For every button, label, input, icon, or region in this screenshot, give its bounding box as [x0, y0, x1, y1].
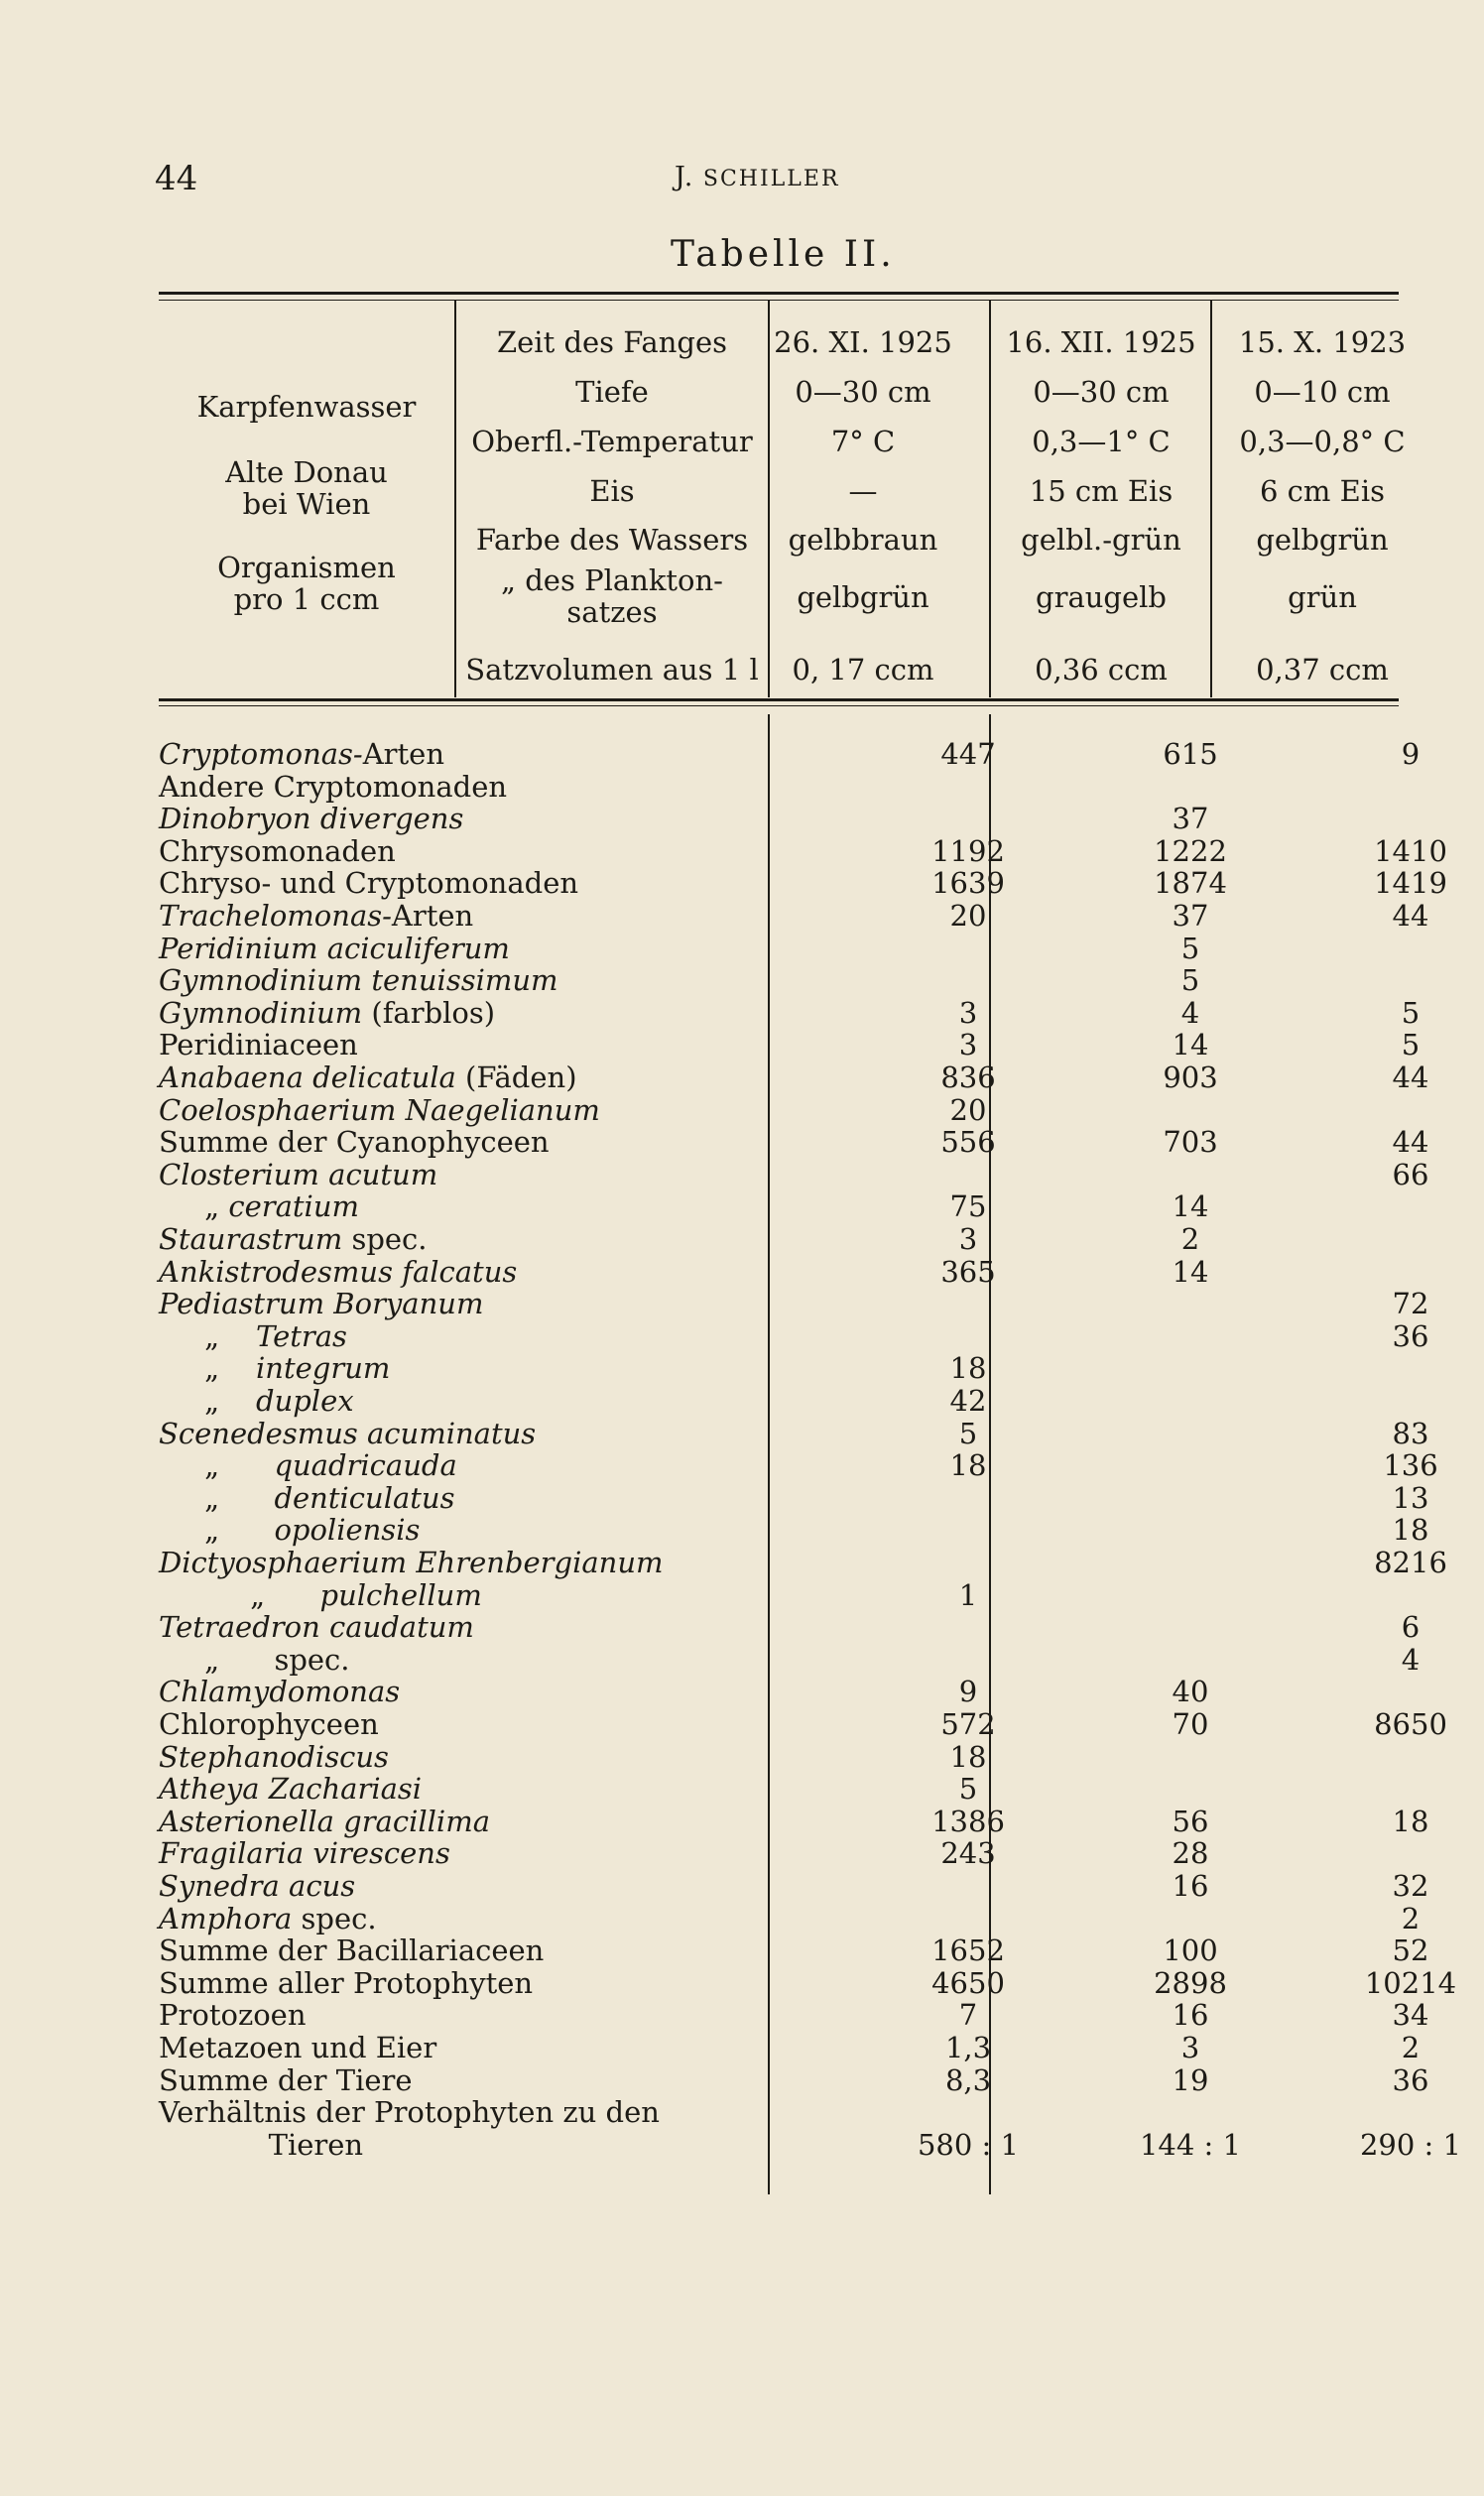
taxon-roman: Peridiniaceen	[159, 1028, 358, 1061]
ditto-mark: „	[159, 1513, 275, 1547]
count-cell: 18	[1392, 1513, 1429, 1547]
table-row	[159, 834, 1447, 868]
table-row	[159, 1676, 1399, 1707]
organism-name	[159, 900, 473, 932]
taxon-italic: duplex	[256, 1384, 354, 1418]
taxon-italic: Cryptomonas-	[159, 737, 363, 771]
organism-name	[159, 1870, 355, 1902]
header-param-value: 7° C	[830, 425, 896, 458]
table-row	[159, 1837, 1399, 1869]
taxon-italic: Scenedesmus acuminatus	[159, 1417, 537, 1450]
header-param-value: gelbgrün	[797, 580, 929, 614]
count-cell: 32	[1392, 1869, 1429, 1903]
header-param-value: 0—30 cm	[1033, 375, 1170, 409]
count-cell: 1,3	[944, 2031, 992, 2064]
count-cell: 10214	[1364, 1966, 1457, 2000]
header-param-value: 15. X. 1923	[1238, 325, 1407, 359]
count-cell: 3	[958, 996, 978, 1030]
organism-name	[159, 1126, 550, 1158]
taxon-italic: opoliensis	[274, 1513, 421, 1547]
header-param-label-line: „ des Plankton-	[501, 563, 723, 597]
count-cell: 8650	[1374, 1707, 1447, 1741]
organism-name	[159, 1999, 307, 2031]
header-divider	[1210, 301, 1212, 697]
table-row	[159, 899, 1429, 933]
count-cell: 5	[1180, 932, 1200, 965]
organism-name	[159, 933, 510, 964]
header-param-label: Eis	[589, 474, 635, 508]
taxon-roman: Summe der Bacillariaceen	[159, 1934, 545, 1967]
header-param-value: 0,37 ccm	[1256, 653, 1389, 686]
count-cell: 34	[1392, 1998, 1429, 2032]
taxon-roman: Metazoen und Eier	[159, 2031, 437, 2064]
author-initial: J.	[675, 162, 694, 192]
count-cell: 16	[1172, 1998, 1209, 2032]
count-cell: 37	[1172, 899, 1209, 933]
table-row	[159, 1773, 1399, 1805]
header-param-value: gelbl.-grün	[1021, 523, 1181, 557]
taxon-italic: Dictyosphaerium Ehrenbergianum	[159, 1546, 664, 1579]
organism-name	[159, 1934, 544, 1966]
organism-name	[159, 2032, 436, 2063]
taxon-italic: Gymnodinium tenuissimum	[159, 963, 558, 997]
ditto-mark: „	[159, 1448, 275, 1482]
count-cell: 36	[1392, 2063, 1429, 2097]
count-cell: 836	[940, 1061, 996, 1094]
ditto-mark: „	[159, 1481, 275, 1515]
organism-name	[159, 1903, 377, 1934]
count-cell: 2	[1180, 1222, 1200, 1256]
count-cell: 1	[958, 1578, 978, 1612]
organism-name	[159, 803, 463, 834]
taxon-italic: Fragilaria virescens	[159, 1836, 450, 1870]
count-cell: 572	[940, 1707, 996, 1741]
count-cell: 20	[949, 1093, 987, 1127]
count-cell: 1419	[1374, 866, 1447, 900]
table-row	[159, 1934, 1429, 1967]
count-cell: 9	[1401, 737, 1421, 771]
header-param-label: Oberfl.-Temperatur	[471, 425, 753, 458]
organism-name	[159, 1418, 536, 1449]
count-cell: 5	[958, 1417, 978, 1450]
count-cell: 56	[1172, 1805, 1209, 1838]
count-cell: 136	[1383, 1448, 1438, 1482]
count-cell: 70	[1172, 1707, 1209, 1741]
table-row	[159, 1643, 1421, 1677]
table-row	[159, 737, 1421, 771]
organism-name	[159, 1611, 474, 1643]
table-row	[159, 1998, 1429, 2032]
taxon-roman: Tieren	[268, 2128, 364, 2162]
count-cell: 18	[1392, 1805, 1429, 1838]
count-cell: 5	[1180, 963, 1200, 997]
organism-name	[159, 964, 558, 996]
count-cell: 18	[949, 1740, 987, 1774]
count-cell: 44	[1392, 899, 1429, 933]
count-cell: 52	[1392, 1934, 1429, 1967]
organism-name	[159, 1708, 379, 1740]
organism-name	[159, 1967, 533, 1999]
table-row	[159, 2031, 1421, 2064]
count-cell: 1192	[931, 834, 1005, 868]
header-param-label: Farbe des Wassers	[475, 523, 749, 557]
top-rule-thick	[159, 292, 1399, 295]
table-row	[159, 1869, 1429, 1903]
count-cell: 19	[1172, 2063, 1209, 2097]
count-cell: 5	[958, 1772, 978, 1806]
taxon-roman: Arten	[391, 899, 474, 933]
organism-name	[159, 1094, 600, 1126]
count-cell: 290 : 1	[1359, 2128, 1461, 2162]
header-bottom-rule-thin	[159, 705, 1399, 706]
table-row	[159, 2063, 1429, 2097]
count-cell: 20	[949, 899, 987, 933]
header-param-value: gelbbraun	[788, 523, 938, 557]
table-row	[159, 964, 1399, 996]
count-cell: 144 : 1	[1139, 2128, 1241, 2162]
count-cell: 9	[958, 1675, 978, 1708]
top-rule-thin	[159, 300, 1399, 301]
taxon-italic: Anabaena delicatula	[159, 1061, 466, 1094]
taxon-roman: spec.	[274, 1643, 350, 1677]
table-row	[159, 1966, 1457, 2000]
count-cell: 6	[1401, 1610, 1421, 1644]
count-cell: 14	[1172, 1255, 1209, 1289]
table-row	[159, 1741, 1399, 1773]
header-param-value: 6 cm Eis	[1260, 474, 1385, 508]
count-cell: 5	[1401, 1028, 1421, 1061]
taxon-roman: Summe der Tiere	[159, 2063, 413, 2097]
count-cell: 14	[1172, 1028, 1209, 1061]
table-row	[159, 1223, 1399, 1255]
count-cell: 37	[1172, 802, 1209, 835]
taxon-roman: Summe der Cyanophyceen	[159, 1125, 550, 1159]
header-param-value: 0, 17 ccm	[792, 653, 934, 686]
taxon-roman: Chryso- und Cryptomonaden	[159, 866, 579, 900]
count-cell: 8216	[1374, 1546, 1447, 1579]
header-param-value: grün	[1288, 580, 1357, 614]
organism-name	[159, 1288, 483, 1319]
table-row	[159, 1158, 1429, 1191]
count-cell: 28	[1172, 1836, 1209, 1870]
organism-name	[159, 2096, 660, 2128]
taxon-italic: Gymnodinium	[159, 996, 372, 1030]
organism-name	[159, 1320, 347, 1352]
taxon-italic: denticulatus	[274, 1481, 455, 1515]
taxon-italic: Synedra acus	[159, 1869, 356, 1903]
count-cell: 2	[1401, 2031, 1421, 2064]
table-row	[159, 1061, 1429, 1094]
organism-name	[159, 1806, 490, 1837]
table-row	[159, 1287, 1429, 1320]
header-param-value: 0,36 ccm	[1035, 653, 1168, 686]
header-param-value: 0,3—0,8° C	[1239, 425, 1406, 458]
organisms-label-2: pro 1 ccm	[233, 582, 380, 616]
taxon-italic: Tetraedron caudatum	[159, 1610, 474, 1644]
header-param-label: Zeit des Fanges	[496, 325, 727, 359]
ditto-mark: „	[159, 1643, 275, 1677]
header-param-label	[456, 564, 768, 628]
organism-name	[159, 1644, 350, 1676]
running-head	[675, 162, 840, 192]
count-cell: 365	[940, 1255, 996, 1289]
taxon-italic: Stephanodiscus	[159, 1740, 389, 1774]
header-param-label: Tiefe	[575, 375, 649, 409]
table-row	[159, 866, 1447, 900]
taxon-roman: Summe aller Protophyten	[159, 1966, 534, 2000]
table-row	[159, 1513, 1429, 1547]
count-cell: 1386	[931, 1805, 1005, 1838]
taxon-italic: ceratium	[228, 1189, 360, 1223]
page-number: 44	[155, 159, 198, 198]
taxon-italic: Peridinium aciculiferum	[159, 932, 510, 965]
taxon-italic: Staurastrum	[159, 1222, 352, 1256]
organism-name	[159, 1029, 358, 1061]
count-cell: 4650	[931, 1966, 1005, 2000]
location-label-2: bei Wien	[242, 487, 371, 521]
organism-name	[159, 1159, 437, 1190]
organism-name	[159, 1061, 577, 1093]
taxon-italic: quadricauda	[274, 1448, 457, 1482]
taxon-italic: pulchellum	[319, 1578, 482, 1612]
table-row	[159, 1546, 1447, 1579]
count-cell: 100	[1163, 1934, 1218, 1967]
organism-name	[159, 835, 396, 867]
count-cell: 2	[1401, 1902, 1421, 1935]
taxon-roman: Chlorophyceen	[159, 1707, 379, 1741]
organism-name	[159, 2129, 363, 2161]
taxon-italic: Trachelomonas-	[159, 899, 392, 933]
count-cell: 903	[1163, 1061, 1218, 1094]
header-param-value: 15 cm Eis	[1029, 474, 1174, 508]
taxon-italic: Asterionella gracillima	[159, 1805, 490, 1838]
organism-name	[159, 1190, 359, 1222]
organisms-label-1: Organismen	[217, 551, 396, 584]
header-bottom-rule	[159, 698, 1399, 701]
taxon-italic: Closterium acutum	[159, 1158, 438, 1191]
count-cell: 3	[958, 1222, 978, 1256]
ditto-mark: „	[159, 1319, 256, 1353]
table-row	[159, 933, 1399, 964]
organism-name	[159, 1579, 482, 1611]
table-row	[159, 1125, 1429, 1159]
ditto-mark: „	[159, 1578, 320, 1612]
organism-name	[159, 1514, 420, 1546]
header-param-value: 0—10 cm	[1254, 375, 1391, 409]
header-divider	[989, 301, 991, 697]
taxon-roman: Andere Cryptomonaden	[159, 770, 508, 804]
organism-name	[159, 1741, 389, 1773]
organism-name	[159, 1385, 354, 1417]
organism-name	[159, 1352, 390, 1384]
count-cell: 1639	[931, 866, 1005, 900]
count-cell: 447	[940, 737, 996, 771]
count-cell: 36	[1392, 1319, 1429, 1353]
taxon-italic: Chlamydomonas	[159, 1675, 401, 1708]
table-row	[159, 1579, 1399, 1611]
table-row	[159, 1385, 1399, 1417]
taxon-italic: Amphora	[159, 1902, 302, 1935]
taxon-roman: spec.	[351, 1222, 428, 1256]
count-cell: 3	[1180, 2031, 1200, 2064]
count-cell: 83	[1392, 1417, 1429, 1450]
taxon-roman: spec.	[301, 1902, 377, 1935]
taxon-roman: Protozoen	[159, 1998, 307, 2032]
table-row	[159, 1319, 1429, 1353]
taxon-roman: Arten	[362, 737, 445, 771]
table-row	[159, 803, 1399, 834]
location-label-1: Alte Donau	[225, 455, 388, 489]
table-row	[159, 1610, 1421, 1644]
taxon-italic: integrum	[256, 1351, 391, 1385]
table-row	[159, 771, 1399, 803]
table-title: Tabelle II.	[671, 234, 896, 275]
table-row	[159, 2128, 1461, 2162]
taxon-italic: Dinobryon divergens	[159, 802, 464, 835]
count-cell: 1222	[1154, 834, 1227, 868]
table-row	[159, 1707, 1447, 1741]
water-label: Karpfenwasser	[196, 390, 417, 424]
header-param-label: Satzvolumen aus 1 l	[465, 653, 759, 686]
table-row	[159, 1028, 1421, 1061]
organism-name	[159, 1676, 400, 1707]
organism-name	[159, 1773, 422, 1805]
organism-name	[159, 1547, 664, 1578]
taxon-italic: Tetras	[256, 1319, 347, 1353]
header-param-value: 16. XII. 1925	[1006, 325, 1196, 359]
taxon-italic: Ankistrodesmus falcatus	[159, 1255, 518, 1289]
table-row	[159, 996, 1421, 1030]
taxon-italic: Pediastrum Boryanum	[159, 1287, 484, 1320]
count-cell: 75	[949, 1189, 987, 1223]
organism-name	[159, 997, 495, 1029]
organism-name	[159, 867, 578, 899]
count-cell: 1410	[1374, 834, 1447, 868]
count-cell: 44	[1392, 1125, 1429, 1159]
count-cell: 8,3	[944, 2063, 992, 2097]
header-param-value: 0,3—1° C	[1032, 425, 1171, 458]
taxon-roman: Chrysomonaden	[159, 834, 396, 868]
organism-name	[159, 1482, 454, 1514]
table-row	[159, 1094, 1399, 1126]
count-cell: 66	[1392, 1158, 1429, 1191]
table-row	[159, 1805, 1429, 1838]
count-cell: 2898	[1154, 1966, 1227, 2000]
count-cell: 615	[1163, 737, 1218, 771]
count-cell: 3	[958, 1028, 978, 1061]
table-row	[159, 1417, 1429, 1450]
count-cell: 7	[958, 1998, 978, 2032]
table-row	[159, 1481, 1429, 1515]
taxon-italic: Atheya Zachariasi	[159, 1772, 423, 1806]
header-param-value: gelbgrün	[1256, 523, 1389, 557]
table-row	[159, 1352, 1399, 1384]
table-row	[159, 1448, 1438, 1482]
table-row	[159, 1256, 1399, 1288]
organism-name	[159, 1837, 450, 1869]
organism-name	[159, 1256, 517, 1288]
count-cell: 72	[1392, 1287, 1429, 1320]
count-cell: 4	[1180, 996, 1200, 1030]
header-param-label-line: satzes	[566, 595, 658, 629]
taxon-roman: Verhältnis der Protophyten zu den	[159, 2095, 660, 2129]
ditto-mark	[159, 2128, 269, 2162]
taxon-roman: (Fäden)	[465, 1061, 577, 1094]
count-cell: 42	[949, 1384, 987, 1418]
count-cell: 243	[940, 1836, 996, 1870]
count-cell: 1874	[1154, 866, 1227, 900]
count-cell: 44	[1392, 1061, 1429, 1094]
organism-name	[159, 771, 507, 803]
taxon-roman: (farblos)	[371, 996, 496, 1030]
header-param-value: —	[848, 474, 878, 508]
author-surname: SCHILLER	[702, 167, 840, 191]
count-cell: 580 : 1	[917, 2128, 1019, 2162]
table-row	[159, 1190, 1399, 1222]
header-param-value: 26. XI. 1925	[774, 325, 952, 359]
count-cell: 703	[1163, 1125, 1218, 1159]
count-cell: 18	[949, 1351, 987, 1385]
count-cell: 556	[940, 1125, 996, 1159]
ditto-mark: „	[159, 1189, 229, 1223]
count-cell: 40	[1172, 1675, 1209, 1708]
count-cell: 16	[1172, 1869, 1209, 1903]
organism-name	[159, 1223, 428, 1255]
count-cell: 14	[1172, 1189, 1209, 1223]
count-cell: 5	[1401, 996, 1421, 1030]
organism-name	[159, 2064, 413, 2096]
table-row	[159, 2096, 1399, 2128]
count-cell: 18	[949, 1448, 987, 1482]
count-cell: 4	[1401, 1643, 1421, 1677]
table-row	[159, 1902, 1421, 1935]
count-cell: 1652	[931, 1934, 1005, 1967]
organism-name	[159, 1449, 457, 1481]
header-param-value: graugelb	[1036, 580, 1167, 614]
ditto-mark: „	[159, 1384, 256, 1418]
taxon-italic: Coelosphaerium Naegelianum	[159, 1093, 600, 1127]
organism-name	[159, 738, 444, 770]
ditto-mark: „	[159, 1351, 256, 1385]
header-param-value: 0—30 cm	[795, 375, 931, 409]
count-cell: 13	[1392, 1481, 1429, 1515]
